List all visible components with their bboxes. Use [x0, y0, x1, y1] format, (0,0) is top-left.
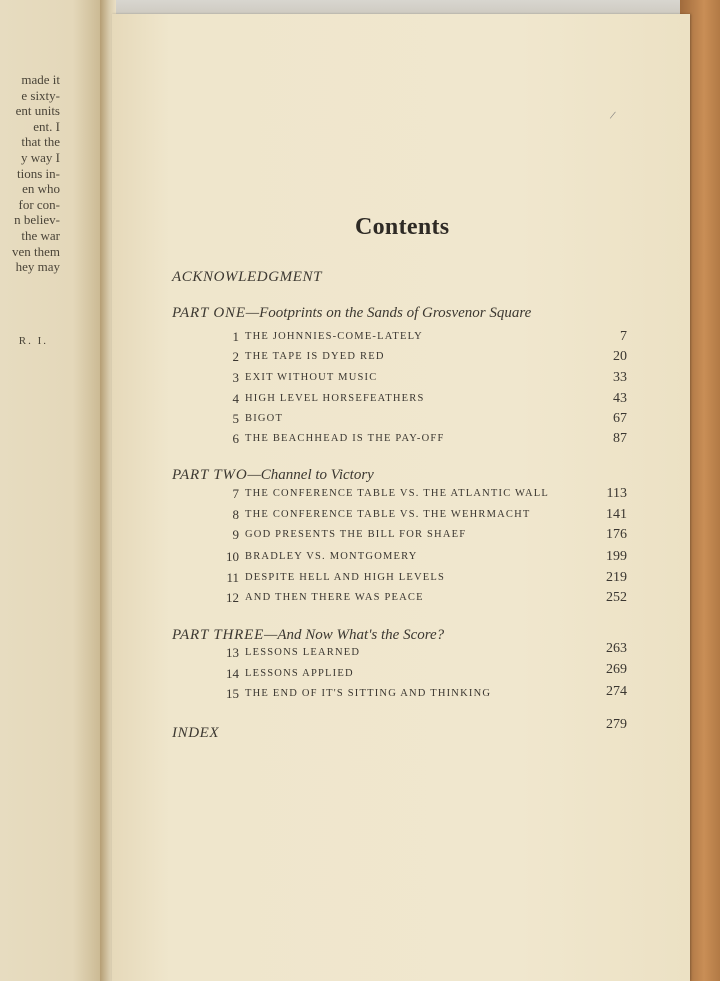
left-page — [0, 0, 104, 981]
chapter-page: 141 — [606, 507, 627, 522]
chapter-title: LESSONS LEARNED — [245, 647, 361, 658]
chapter-entry — [225, 507, 627, 525]
part-three-heading — [172, 627, 444, 644]
chapter-number: 2 — [232, 349, 239, 364]
chapter-title: BRADLEY VS. MONTGOMERY — [245, 551, 418, 562]
chapter-title: THE END OF IT'S SITTING AND THINKING — [245, 688, 492, 699]
chapter-title: THE CONFERENCE TABLE VS. THE ATLANTIC WALL — [245, 488, 549, 499]
part-one-heading — [172, 305, 531, 322]
chapter-number: 15 — [226, 686, 239, 701]
chapter-title: THE BEACHHEAD IS THE PAY-OFF — [245, 433, 445, 444]
part-label: PART ONE — [172, 305, 246, 321]
chapter-page: 7 — [620, 329, 627, 344]
pencil-mark-icon: / — [608, 107, 617, 123]
chapter-page: 20 — [613, 349, 627, 364]
left-line: ent. I — [33, 118, 60, 134]
chapter-page: 274 — [606, 684, 627, 699]
chapter-entry — [225, 411, 627, 429]
chapter-title: HIGH LEVEL HORSEFEATHERS — [245, 393, 425, 404]
chapter-entry — [225, 527, 627, 545]
chapter-title: THE JOHNNIES-COME-LATELY — [245, 331, 423, 342]
chapter-page: 199 — [606, 549, 627, 564]
chapter-title: THE CONFERENCE TABLE VS. THE WEHRMACHT — [245, 509, 531, 520]
left-line: y way I — [21, 149, 60, 165]
part-two-heading — [172, 467, 374, 484]
chapter-number: 4 — [232, 391, 239, 406]
left-line: that the — [21, 134, 60, 150]
left-page-text — [0, 72, 60, 275]
chapter-entry — [225, 549, 627, 567]
chapter-page: 269 — [606, 662, 627, 677]
chapter-number: 12 — [226, 590, 239, 605]
left-line: tions in- — [17, 165, 60, 181]
chapter-title: THE TAPE IS DYED RED — [245, 351, 385, 362]
left-line: the war — [21, 227, 60, 243]
index-page-number: 279 — [606, 717, 627, 732]
left-line: hey may — [15, 259, 60, 275]
left-line: en who — [22, 181, 60, 197]
part-subtitle: —Footprints on the Sands of Grosvenor Square — [245, 305, 532, 321]
chapter-title: GOD PRESENTS THE BILL FOR SHAEF — [245, 529, 467, 540]
chapter-entry — [225, 570, 627, 588]
chapter-number: 11 — [226, 570, 239, 585]
chapter-number: 13 — [226, 645, 239, 660]
chapter-number: 10 — [226, 549, 239, 564]
author-initials: R. I. — [18, 335, 48, 347]
part-label: PART TWO — [172, 467, 248, 483]
chapter-page: 113 — [606, 486, 627, 501]
chapter-title: DESPITE HELL AND HIGH LEVELS — [245, 572, 446, 583]
chapter-entry — [225, 486, 627, 504]
part-subtitle: —Channel to Victory — [247, 467, 374, 483]
page-title: Contents — [355, 214, 450, 240]
chapter-page: 43 — [613, 391, 627, 406]
chapter-page: 263 — [606, 641, 627, 656]
chapter-number: 7 — [232, 486, 239, 501]
chapter-page: 67 — [613, 411, 627, 426]
chapter-page: 219 — [606, 570, 627, 585]
chapter-title: AND THEN THERE WAS PEACE — [245, 592, 424, 603]
chapter-entry — [225, 662, 627, 684]
chapter-entry — [225, 391, 627, 409]
part-label: PART THREE — [172, 627, 265, 643]
index-heading: INDEX — [172, 725, 220, 741]
chapter-entry — [225, 431, 627, 449]
left-line: n believ- — [14, 212, 60, 228]
chapter-page: 33 — [613, 370, 627, 385]
chapter-number: 5 — [232, 411, 239, 426]
chapter-number: 9 — [232, 527, 239, 542]
chapter-number: 1 — [232, 329, 239, 344]
chapter-page: 252 — [606, 590, 627, 605]
left-line: made it — [21, 72, 60, 87]
chapter-entry — [225, 370, 627, 388]
chapter-entry — [225, 329, 627, 347]
left-line: for con- — [18, 196, 60, 212]
chapter-number: 8 — [232, 507, 239, 522]
chapter-entry — [225, 641, 627, 663]
chapter-page: 176 — [606, 527, 627, 542]
acknowledgment-heading: ACKNOWLEDGMENT — [172, 269, 323, 285]
chapter-number: 14 — [226, 666, 239, 681]
chapter-page: 87 — [613, 431, 627, 446]
chapter-entry — [225, 590, 627, 608]
chapter-title: BIGOT — [245, 413, 284, 424]
chapter-title: LESSONS APPLIED — [245, 668, 354, 679]
chapter-title: EXIT WITHOUT MUSIC — [245, 372, 378, 383]
part-subtitle: —And Now What's the Score? — [264, 627, 445, 643]
left-line: e sixty- — [21, 87, 60, 103]
chapter-number: 3 — [232, 370, 239, 385]
left-line: ven them — [11, 243, 60, 259]
chapter-entry — [225, 349, 627, 367]
chapter-entry — [225, 686, 627, 704]
chapter-number: 6 — [232, 431, 239, 446]
left-line: ent units — [15, 103, 60, 119]
